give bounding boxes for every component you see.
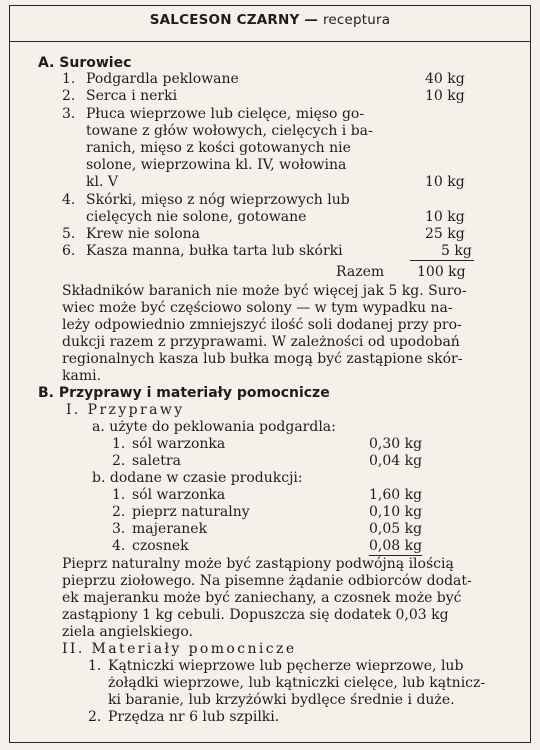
note-text: pieprzu ziołowego. Na pisemne żądanie odbiorców dodat-: [62, 573, 472, 589]
note-text: ziela angielskiego.: [62, 624, 194, 640]
total-qty: 100 kg: [417, 264, 466, 280]
item-number: 1.: [88, 658, 102, 674]
item-text: sól warzonka: [132, 487, 226, 503]
item-text: kl. V: [86, 174, 118, 190]
item-qty: 10 kg: [425, 174, 465, 190]
item-qty: 10 kg: [425, 88, 465, 104]
item-number: 2.: [62, 88, 76, 104]
item-number: 1.: [62, 71, 76, 87]
item-text: cielęcych nie solone, gotowane: [86, 209, 307, 225]
note-text: kami.: [62, 368, 102, 384]
item-number: 3.: [112, 521, 126, 537]
item-qty: 1,60 kg: [369, 487, 423, 503]
item-text: towane z głów wołowych, cielęcych i ba-: [86, 123, 373, 139]
subsection-1-heading: I. Przyprawy: [66, 402, 185, 418]
item-qty: 0,10 kg: [369, 504, 423, 520]
item-text: ki baranie, lub krzyżówki bydlęce średnie i duże.: [108, 692, 455, 708]
item-text: sól warzonka: [132, 436, 226, 452]
item-number: 4.: [62, 192, 76, 208]
list-b-label: b. dodane w czasie produkcji:: [92, 470, 303, 486]
item-text: majeranek: [132, 521, 208, 537]
item-text: Kątniczki wieprzowe lub pęcherze wieprzowe, lub: [108, 658, 464, 674]
item-number: 2.: [112, 453, 126, 469]
item-text: czosnek: [132, 538, 189, 554]
title-divider: [9, 41, 531, 42]
item-text: saletra: [132, 453, 181, 469]
item-text: żołądki wieprzowe, lub kątniczki cielęce, lub kątnicz-: [108, 675, 486, 691]
item-text: Kasza manna, bułka tarta lub skórki: [86, 243, 343, 259]
item-text: Przędza nr 6 lub szpilki.: [108, 709, 280, 725]
note-text: dukcji razem z przyprawami. W zależności od upodobań: [62, 334, 460, 350]
item-text: Serca i nerki: [86, 88, 178, 104]
item-text: Skórki, mięso z nóg wieprzowych lub: [86, 192, 350, 208]
section-b-heading: B. Przyprawy i materiały pomocnicze: [38, 385, 330, 401]
item-number: 2.: [112, 504, 126, 520]
total-rule: [410, 260, 474, 261]
list-a-label: a. użyte do peklowania podgardla:: [92, 419, 336, 435]
note-text: ek majeranku może być zaniechany, a czosnek może być: [62, 590, 462, 606]
item-qty: 0,04 kg: [369, 453, 423, 469]
item-number: 1.: [112, 436, 126, 452]
note-text: regionalnych kasza lub bułka mogą być zastąpione skór-: [62, 351, 463, 367]
item-text: Płuca wieprzowe lub cielęce, mięso go-: [86, 106, 365, 122]
item-number: 1.: [112, 487, 126, 503]
title-rest: receptura: [322, 12, 391, 28]
section-a-heading: A. Surowiec: [38, 55, 132, 71]
item-text: solone, wieprzowina kl. IV, wołowina: [86, 157, 347, 173]
item-number: 2.: [88, 709, 102, 725]
item-qty: 0,05 kg: [369, 521, 423, 537]
item-number: 4.: [112, 538, 126, 554]
item-number: 6.: [62, 243, 76, 259]
item-text: Podgardla peklowane: [86, 71, 239, 87]
page-title: [0, 12, 540, 28]
item-number: 5.: [62, 226, 76, 242]
item-qty: 25 kg: [425, 226, 465, 242]
note-text: wiec może być częściowo solony — w tym wypadku na-: [62, 300, 453, 316]
note-text: Składników baranich nie może być więcej jak 5 kg. Suro-: [62, 283, 467, 299]
total-label: Razem: [336, 264, 385, 280]
note-text: leży odpowiednio zmniejszyć ilość soli dodanej przy pro-: [62, 317, 462, 333]
item-qty: 0,08 kg: [369, 538, 423, 554]
item-qty: 10 kg: [425, 209, 465, 225]
note-text: zastąpiony 1 kg cebuli. Dopuszcza się dodatek 0,03 kg: [62, 607, 449, 623]
subsection-2-heading: II. Materiały pomocnicze: [62, 641, 297, 657]
item-text: Krew nie solona: [86, 226, 200, 242]
item-qty: 40 kg: [425, 71, 465, 87]
item-text: pieprz naturalny: [132, 504, 250, 520]
title-bold: SALCESON CZARNY —: [149, 12, 323, 28]
item-qty: 5 kg: [441, 243, 472, 259]
note-text: Pieprz naturalny może być zastąpiony podwójną ilością: [62, 556, 454, 572]
item-qty: 0,30 kg: [369, 436, 423, 452]
item-number: 3.: [62, 106, 76, 122]
item-text: ranich, mięso z kości gotowanych nie: [86, 140, 351, 156]
